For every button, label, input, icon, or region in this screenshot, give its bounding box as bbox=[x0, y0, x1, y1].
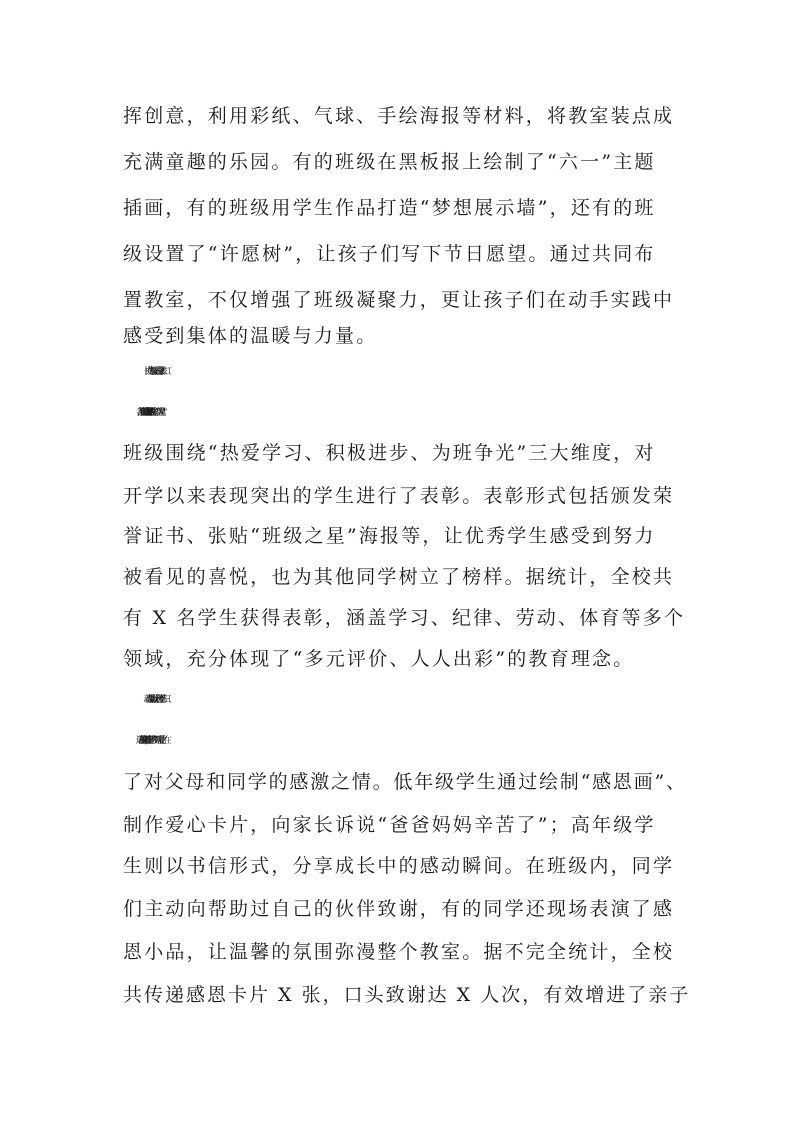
paragraph-line: 班级围绕“热爱学习、积极进步、为班争光”三大维度，对 bbox=[123, 442, 656, 464]
paragraph-line: 被看见的喜悦，也为其他同学树立了榜样。据统计，全校共 bbox=[123, 566, 675, 588]
paragraph-line: 置教室，不仅增强了班级凝聚力，更让孩子们在动手实践中 bbox=[123, 289, 675, 311]
paragraph-line: 有 X 名学生获得表彰，涵盖学习、纪律、劳动、体育等多个 bbox=[123, 607, 686, 629]
paragraph-line: 插画，有的班级用学生作品打造“梦想展示墙”，还有的班 bbox=[123, 197, 656, 219]
paragraph-line: 了对父母和同学的感激之情。低年级学生通过绘制“感恩画”、 bbox=[123, 771, 687, 793]
paragraph-line: 誉证书、张贴“班级之星”海报等，让优秀学生感受到努力 bbox=[123, 525, 656, 547]
paragraph-line: 开学以来表现突出的学生进行了表彰。表彰形式包括颁发荣 bbox=[123, 485, 675, 507]
paragraph-line: 制作爱心卡片，向家长诉说“爸爸妈妈辛苦了”；高年级学 bbox=[123, 814, 656, 836]
paragraph-line: 领域，充分体现了“多元评价、人人出彩”的教育理念。 bbox=[123, 648, 635, 670]
paragraph-line: 共传递感恩卡片 X 张，口头致谢达 X 人次，有效增进了亲子 bbox=[123, 984, 691, 1006]
paragraph-line: 级设置了“许愿树”，让孩子们写下节日愿望。通过共同布 bbox=[123, 243, 656, 265]
paragraph-line: 们主动向帮助过自己的伙伴致谢，有的同学还现场表演了感 bbox=[123, 898, 675, 920]
paragraph-line: 感受到集体的温暖与力量。 bbox=[123, 325, 378, 347]
section-heading bbox=[163, 684, 723, 716]
paragraph-line: 生则以书信形式，分享成长中的感动瞬间。在班级内，同学 bbox=[123, 855, 675, 877]
paragraph-line bbox=[163, 725, 723, 757]
section-heading bbox=[163, 356, 723, 388]
paragraph-line bbox=[163, 397, 723, 429]
paragraph-line: 恩小品，让温馨的氛围弥漫整个教室。据不完全统计，全校 bbox=[123, 941, 675, 963]
paragraph-line: 挥创意，利用彩纸、气球、手绘海报等材料，将教室装点成 bbox=[123, 105, 675, 127]
paragraph-line: 充满童趣的乐园。有的班级在黑板报上绘制了“六一”主题 bbox=[123, 151, 656, 173]
